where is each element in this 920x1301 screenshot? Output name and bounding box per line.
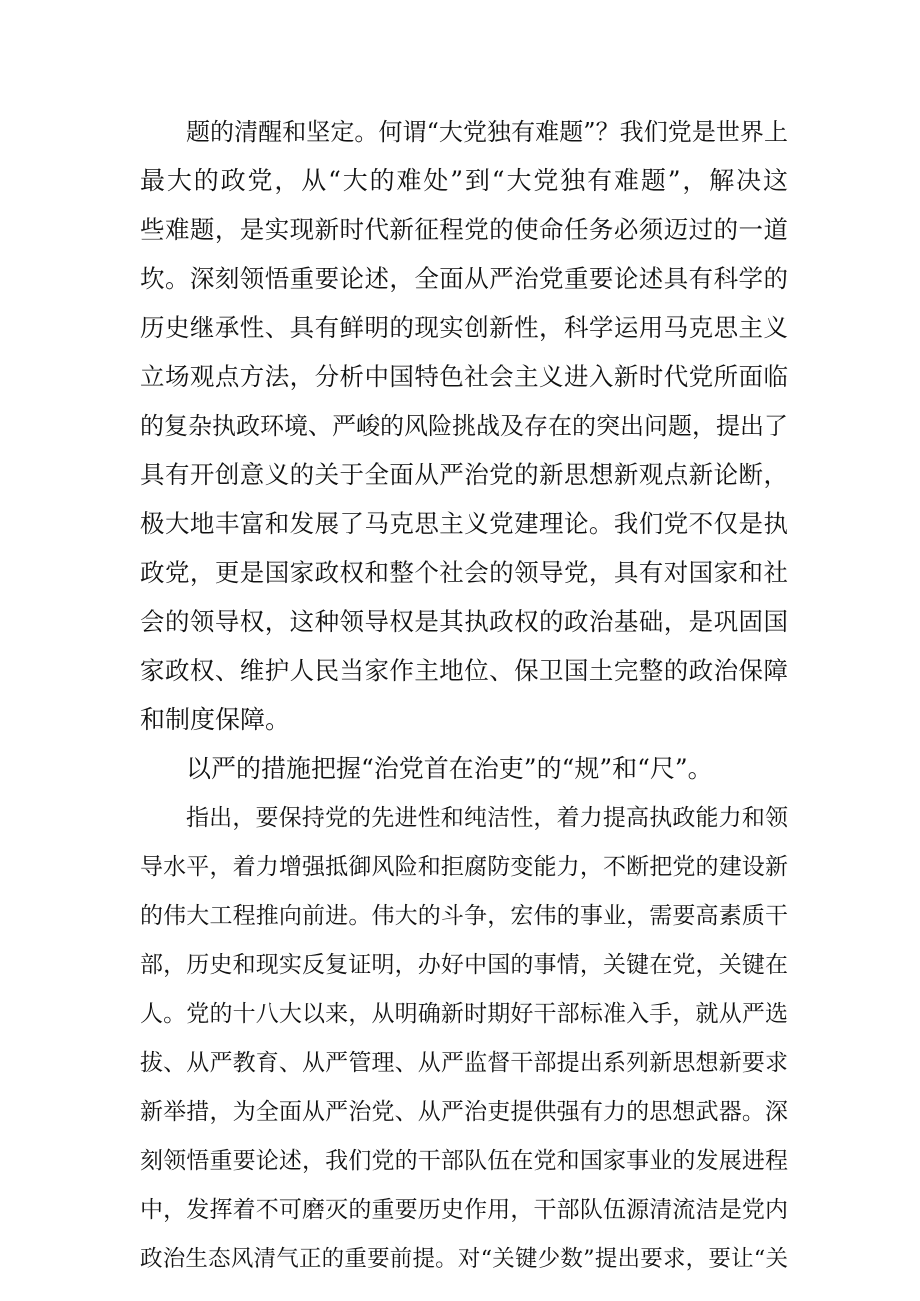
- paragraph-2-line-8: 刻领悟重要论述，我们党的干部队伍在党和国家事业的发展进程: [140, 1148, 788, 1174]
- paragraph-2-line-7: 新举措，为全面从严治党、从严治吏提供强有力的思想武器。深: [140, 1099, 788, 1125]
- paragraph-1-line-9: 极大地丰富和发展了马克思主义党建理论。我们党不仅是执: [140, 509, 788, 538]
- paragraph-2-line-2: 导水平，着力增强抵御风险和拒腐防变能力，不断把党的建设新: [140, 854, 788, 880]
- paragraph-1-line-1: 题的清醒和坚定。何谓“大党独有难题”？我们党是世界上: [186, 118, 788, 146]
- paragraph-1-line-5: 历史继承性、具有鲜明的现实创新性，科学运用马克思主义: [140, 313, 788, 342]
- paragraph-2-line-5: 人。党的十八大以来，从明确新时期好干部标准入手，就从严选: [140, 1001, 788, 1027]
- paragraph-2-line-1: 指出，要保持党的先进性和纯洁性，着力提高执政能力和领: [186, 805, 788, 831]
- paragraph-1-line-12: 家政权、维护人民当家作主地位、保卫国土完整的政治保障: [140, 656, 788, 685]
- paragraph-1-line-4: 坎。深刻领悟重要论述，全面从严治党重要论述具有科学的: [140, 264, 788, 293]
- paragraph-1-line-7: 的复杂执政环境、严峻的风险挑战及存在的突出问题，提出了: [140, 412, 788, 440]
- paragraph-1-line-11: 会的领导权，这种领导权是其执政权的政治基础，是巩固国: [140, 607, 788, 636]
- paragraph-2-line-4: 部，历史和现实反复证明，办好中国的事情，关键在党，关键在: [140, 952, 788, 978]
- paragraph-2-line-9: 中，发挥着不可磨灭的重要历史作用，干部队伍源清流洁是党内: [140, 1197, 788, 1223]
- section-heading: 以严的措施把握“治党首在治吏”的“规”和“尺”。: [186, 754, 713, 783]
- paragraph-1-line-8: 具有开创意义的关于全面从严治党的新思想新观点新论断，: [140, 460, 788, 489]
- paragraph-1-line-13: 和制度保障。: [140, 705, 291, 734]
- paragraph-1-line-10: 政党，更是国家政权和整个社会的领导党，具有对国家和社: [140, 558, 788, 587]
- paragraph-2-line-10: 政治生态风清气正的重要前提。对“关键少数”提出要求，要让“关: [140, 1246, 788, 1272]
- paragraph-2-line-6: 拔、从严教育、从严管理、从严监督干部提出系列新思想新要求: [140, 1050, 788, 1076]
- paragraph-2-line-3: 的伟大工程推向前进。伟大的斗争，宏伟的事业，需要高素质干: [140, 903, 788, 929]
- paragraph-1-line-6: 立场观点方法，分析中国特色社会主义进入新时代党所面临: [140, 362, 788, 391]
- paragraph-1-line-2: 最大的政党，从“大的难处”到“大党独有难题”，解决这: [140, 166, 788, 195]
- paragraph-1-line-3: 些难题，是实现新时代新征程党的使命任务必须迈过的一道: [140, 215, 788, 244]
